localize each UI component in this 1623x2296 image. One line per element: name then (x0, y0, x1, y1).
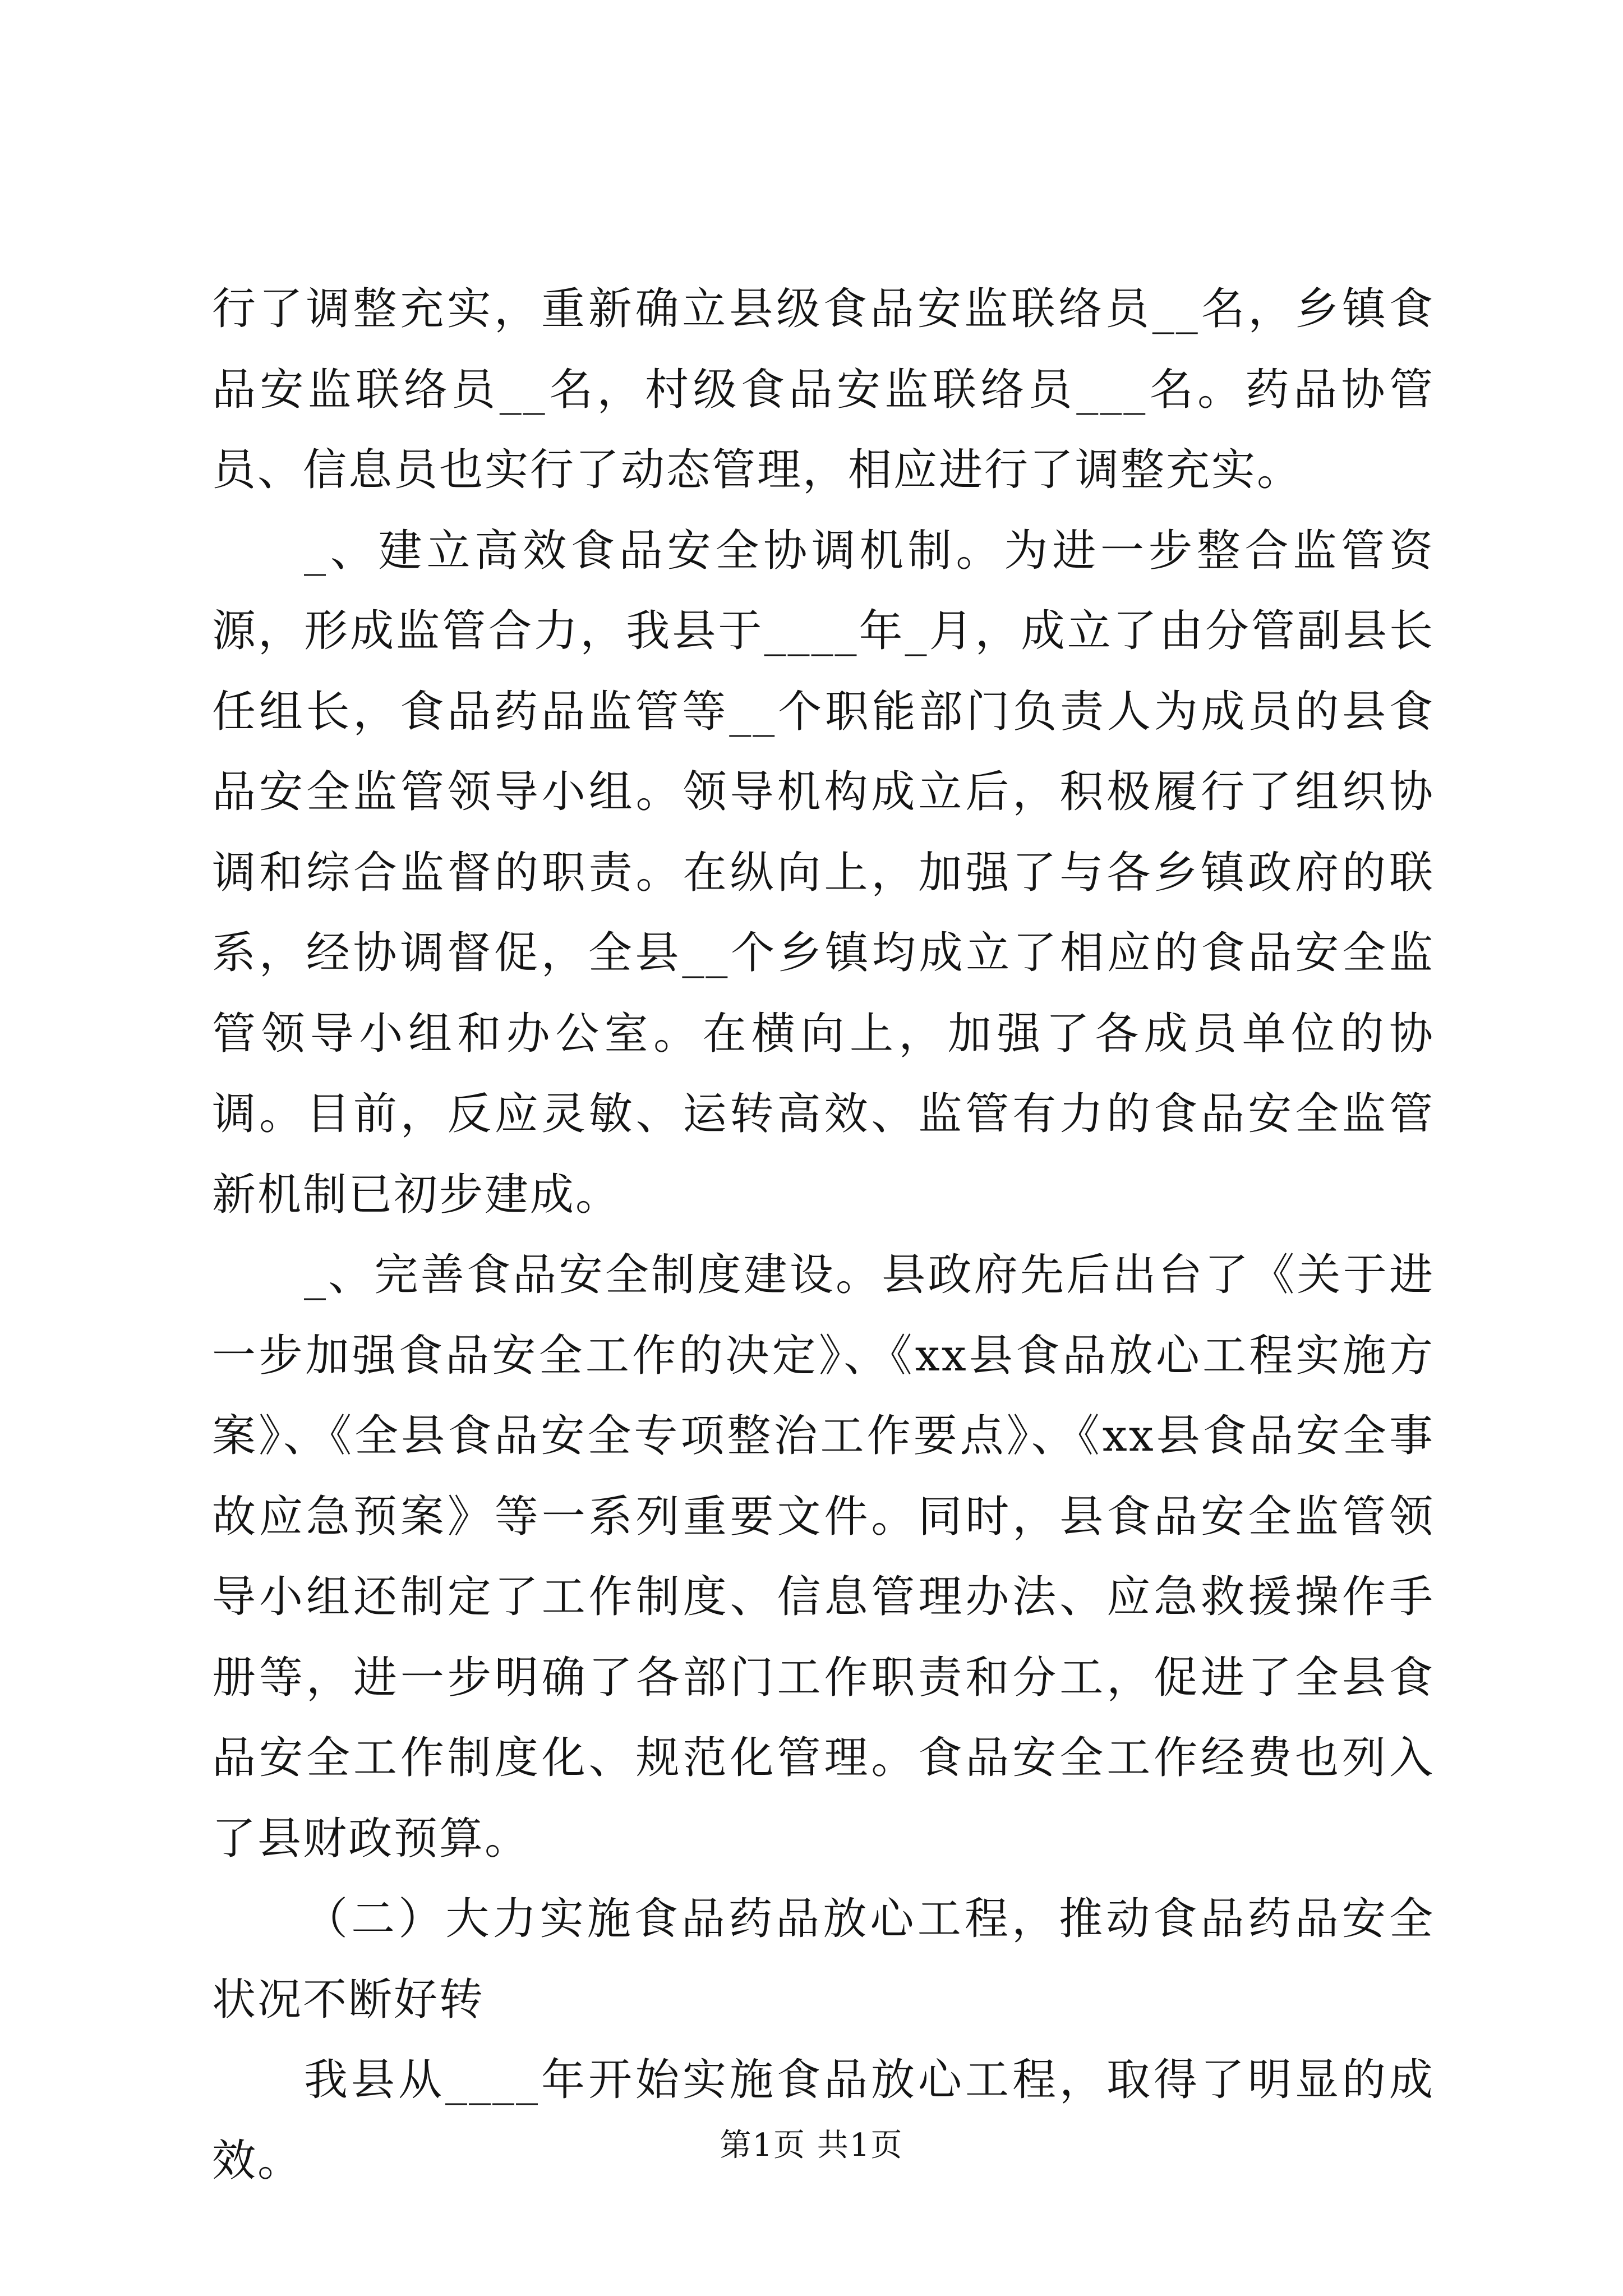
section-heading: （二）大力实施食品药品放心工程，推动食品药品安全状况不断好转 (212, 1894, 1435, 2025)
paragraph-system-construction: _、完善食品安全制度建设。县政府先后出台了《关于进一步加强食品安全工作的决定》、《xx县食品放心工程实施方案》、《全县食品安全专项整治工作要点》、《xx县食品安全事故应急预案》等一系列重要文件。同时，县食品安全监管领导小组还制定了工作制度、信息管理办法、应急救援操作手册等，进一步明确了各部门工作职责和分工，促进了全县食品安全工作制度化、规范化管理。食品安全工作经费也列入了县财政预算。 (212, 1250, 1435, 1864)
paragraph-implementation: 我县从____年开始实施食品放心工程，取得了明显的成效。 (212, 2055, 1435, 2186)
paragraph-coordination-mechanism: _、建立高效食品安全协调机制。为进一步整合监管资源，形成监管合力，我县于____年_月，成立了由分管副县长任组长，食品药品监管等__个职能部门负责人为成员的县食品安全监管领导小组。领导机构成立后，积极履行了组织协调和综合监督的职责。在纵向上，加强了与各乡镇政府的联系，经协调督促，全县__个乡镇均成立了相应的食品安全监管领导小组和办公室。在横向上，加强了各成员单位的协调。目前，反应灵敏、运转高效、监管有力的食品安全监管新机制已初步建成。 (212, 525, 1435, 1220)
paragraph-continuation: 行了调整充实，重新确立县级食品安监联络员__名，乡镇食品安监联络员__名，村级食品安监联络员___名。药品协管员、信息员也实行了动态管理，相应进行了调整充实。 (212, 284, 1435, 495)
document-body (212, 269, 1435, 2201)
page-footer: 第1页 共1页 (720, 2127, 903, 2164)
